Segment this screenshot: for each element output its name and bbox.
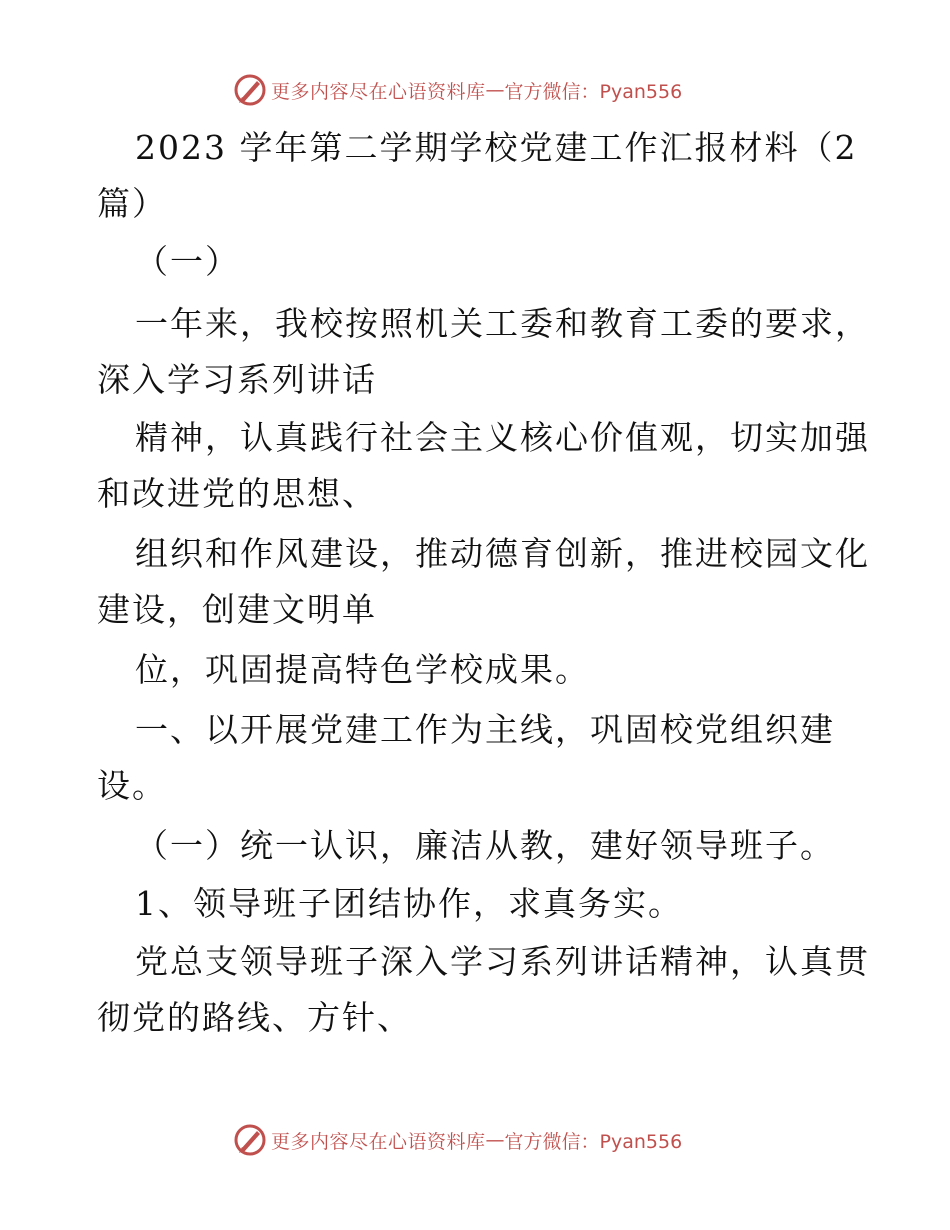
heading-1-line-2: 设。 bbox=[97, 766, 167, 805]
paragraph-4-line-1: 位，巩固提高特色学校成果。 bbox=[135, 650, 590, 689]
watermark-sub-text: 官方微信：Pyan556 bbox=[504, 80, 683, 103]
footer-watermark bbox=[233, 1122, 753, 1158]
watermark-main-text: 更多内容尽在心语资料库 bbox=[271, 80, 486, 103]
paragraph-1-line-2: 深入学习系列讲话 bbox=[97, 360, 377, 399]
paragraph-5-line-1: 党总支领导班子深入学习系列讲话精神，认真贯 bbox=[135, 942, 870, 981]
heading-1-line-1: 一、以开展党建工作为主线，巩固校党组织建 bbox=[135, 710, 835, 749]
heading-2: （一）统一认识，廉洁从教，建好领导班子。 bbox=[135, 826, 835, 865]
header-watermark bbox=[233, 72, 753, 108]
watermark-dash: — bbox=[485, 79, 505, 101]
paragraph-3-line-1: 组织和作风建设，推动德育创新，推进校园文化 bbox=[135, 534, 870, 573]
watermark-dash: — bbox=[485, 1129, 505, 1151]
paragraph-2-line-1: 精神，认真践行社会主义核心价值观，切实加强 bbox=[135, 418, 870, 457]
pen-logo-icon bbox=[233, 73, 267, 107]
paragraph-5-line-2: 彻党的路线、方针、 bbox=[97, 998, 412, 1037]
watermark-main-text: 更多内容尽在心语资料库 bbox=[271, 1130, 486, 1153]
document-title-line-2: 篇） bbox=[97, 184, 167, 223]
section-marker: （一） bbox=[135, 242, 240, 281]
watermark-sub-text: 官方微信：Pyan556 bbox=[504, 1130, 683, 1153]
paragraph-2-line-2: 和改进党的思想、 bbox=[97, 474, 377, 513]
paragraph-1-line-1: 一年来，我校按照机关工委和教育工委的要求， bbox=[135, 304, 870, 343]
paragraph-3-line-2: 建设，创建文明单 bbox=[97, 590, 377, 629]
document-title-line-1: 2023 学年第二学期学校党建工作汇报材料（2 bbox=[135, 128, 858, 167]
pen-logo-icon bbox=[233, 1123, 267, 1157]
heading-3: 1、领导班子团结协作，求真务实。 bbox=[135, 884, 683, 923]
